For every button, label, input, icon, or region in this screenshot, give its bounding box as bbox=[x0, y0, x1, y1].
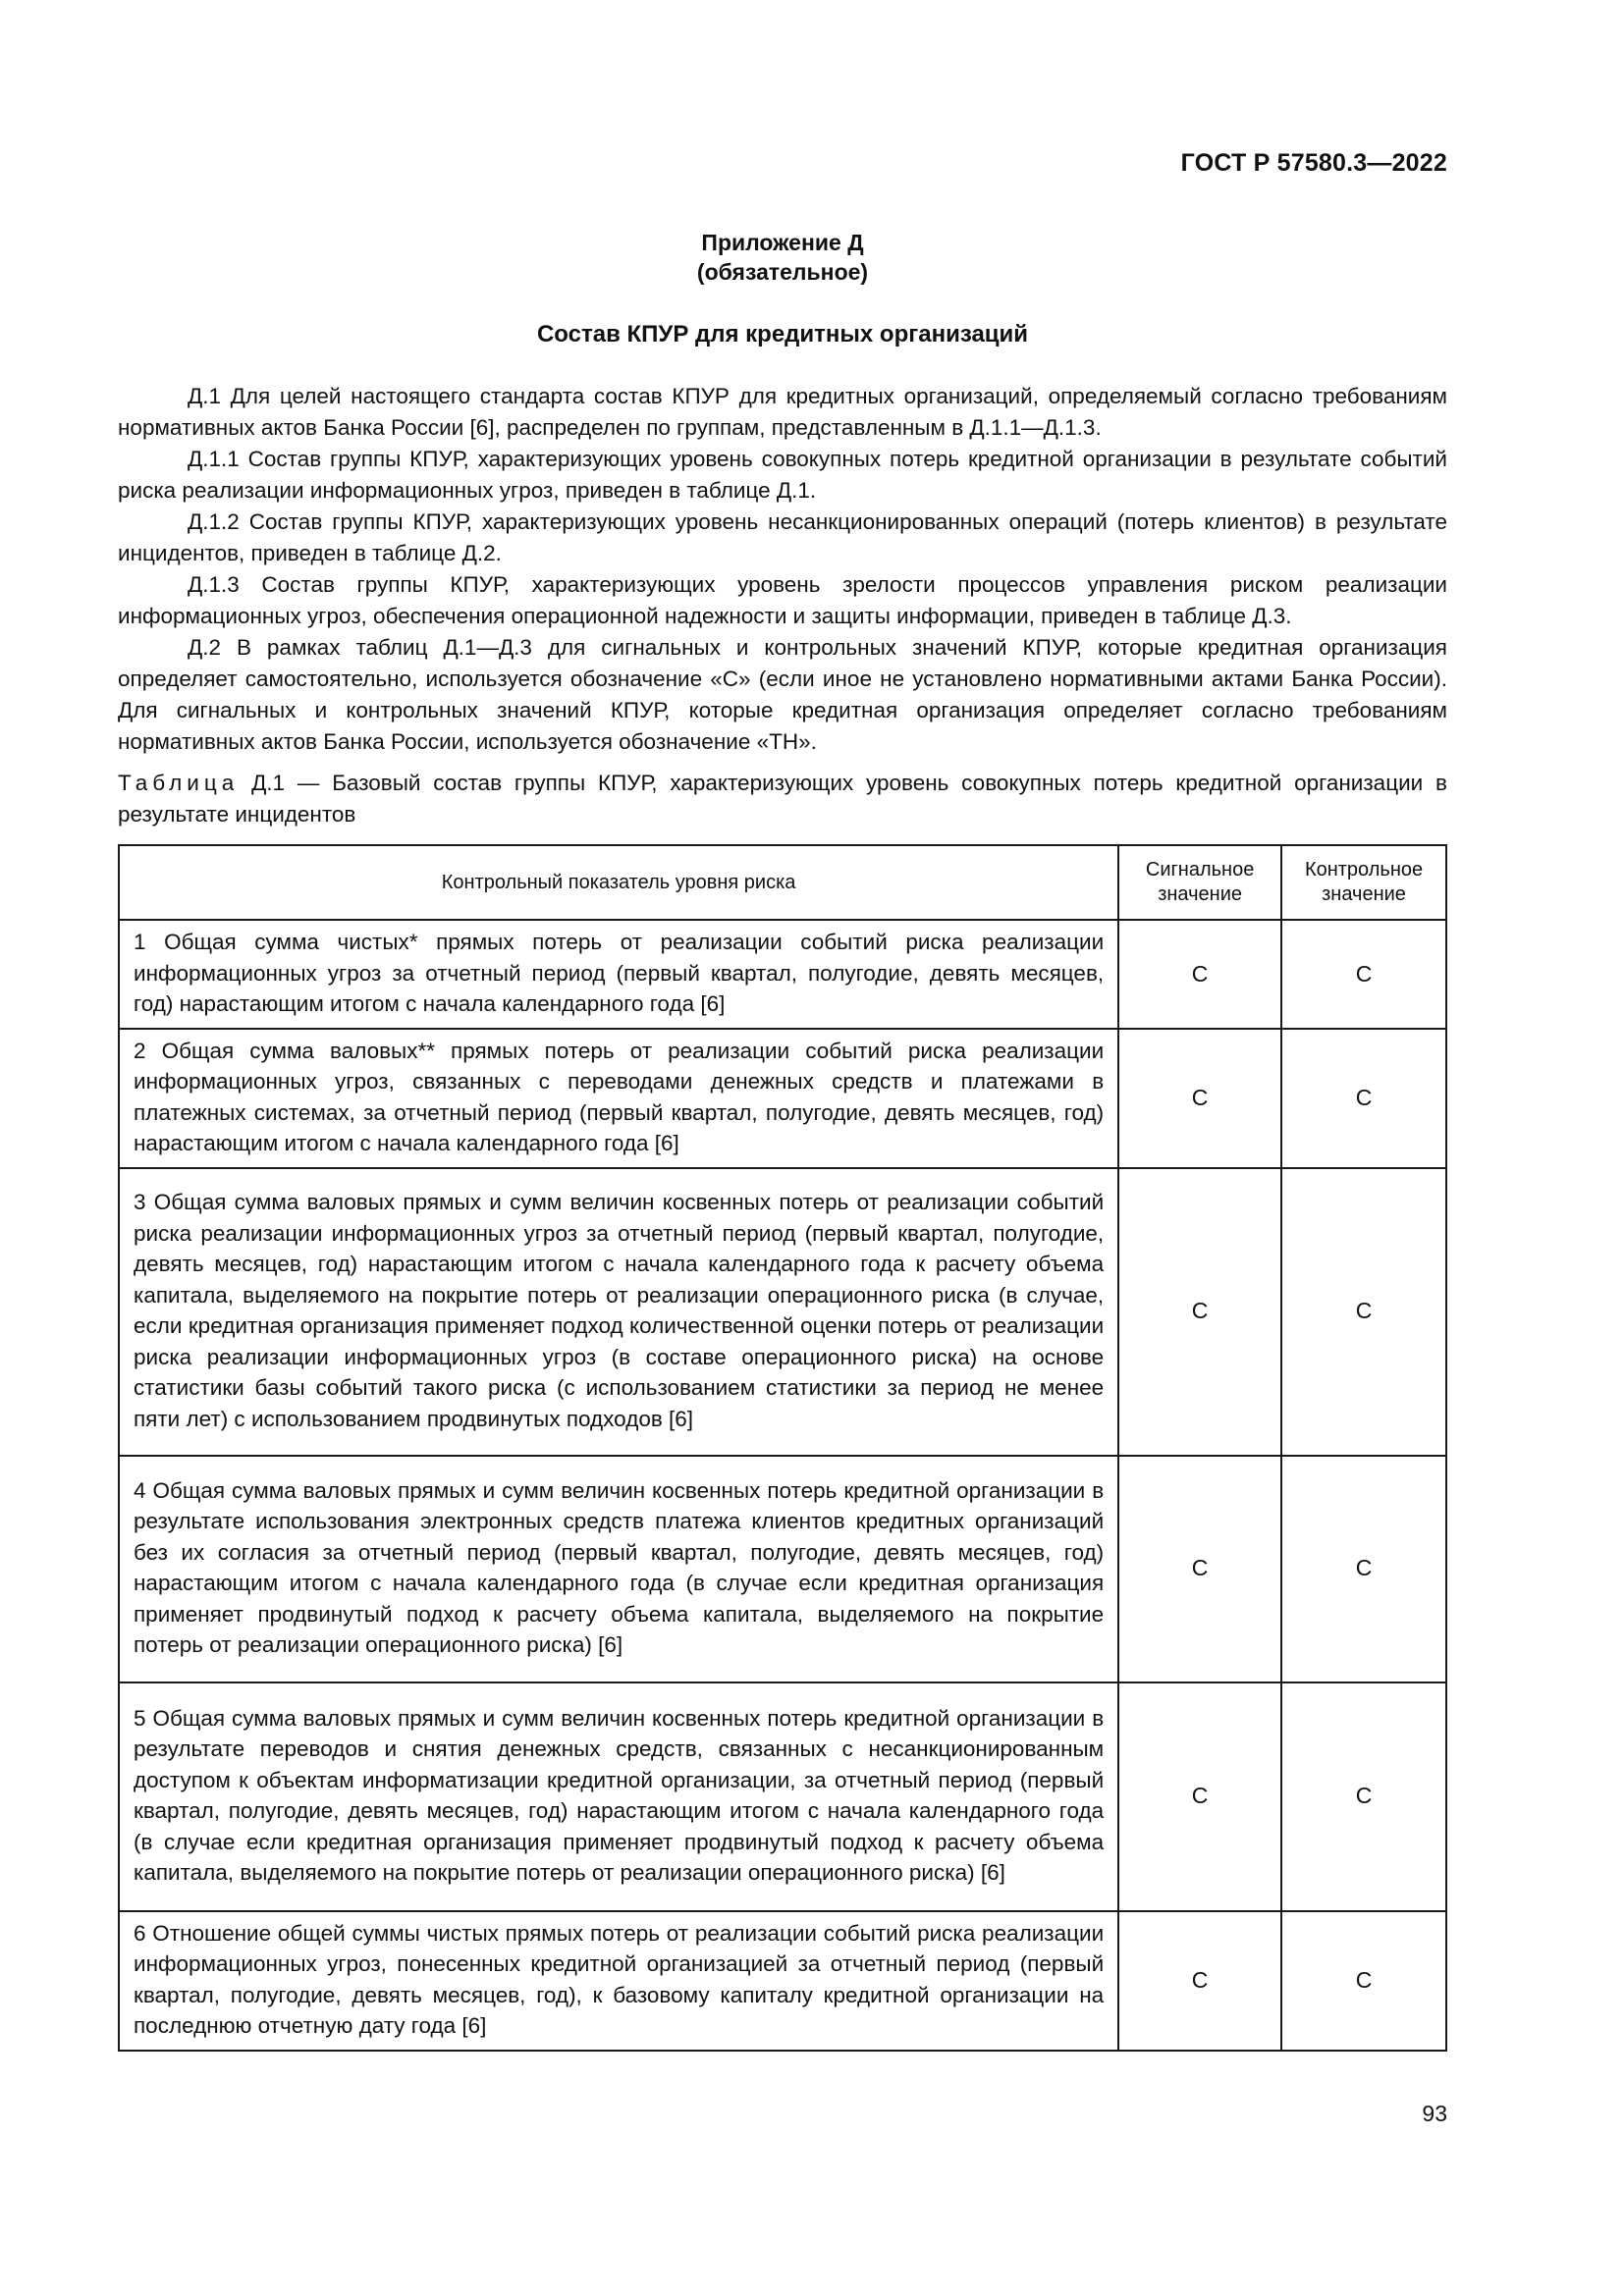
document-code: ГОСТ Р 57580.3—2022 bbox=[1180, 149, 1447, 177]
header-control-value: Контрольное значение bbox=[1281, 845, 1446, 920]
table-caption bbox=[118, 768, 1447, 830]
body-text bbox=[118, 381, 1447, 758]
control-value: С bbox=[1281, 1168, 1446, 1456]
indicator-text: 3 Общая сумма валовых прямых и сумм величин косвенных потерь от реализации событий риска реализации информационных угроз за отчетный период (первый квартал, полугодие, девять месяцев, год) нарастающим итогом с начала календарного года к расчету объема капитала, выделяемого на покрытие потерь от реализации операционного риска (в случае, если кредитная организация применяет подход количественной оценки потерь от реализации риска реализации информационных угроз (в составе операционного риска) на основе статистики базы событий такого риска (с использованием статистики за период не менее пяти лет) с использованием продвинутых подходов [6] bbox=[119, 1168, 1118, 1456]
table-caption-label: Таблица bbox=[118, 771, 240, 795]
control-value: С bbox=[1281, 1456, 1446, 1682]
table-header-row bbox=[119, 845, 1446, 920]
header-signal-value: Сигнальное значение bbox=[1118, 845, 1281, 920]
appendix-heading bbox=[0, 228, 1565, 287]
signal-value: С bbox=[1118, 1456, 1281, 1682]
signal-value: С bbox=[1118, 920, 1281, 1029]
indicator-text: 1 Общая сумма чистых* прямых потерь от реализации событий риска реализации информационных угроз за отчетный период (первый квартал, полугодие, девять месяцев, год) нарастающим итогом с начала календарного года [6] bbox=[119, 920, 1118, 1029]
table-row bbox=[119, 920, 1446, 1029]
table-row bbox=[119, 1168, 1446, 1456]
page-number: 93 bbox=[1422, 2101, 1447, 2126]
appendix-status: (обязательное) bbox=[696, 259, 869, 285]
table-row bbox=[119, 1029, 1446, 1168]
indicator-text: 6 Отношение общей суммы чистых прямых потерь от реализации событий риска реализации информационных угроз, понесенных кредитной организацией за отчетный период (первый квартал, полугодие, девять месяцев, год), к базовому капиталу кредитной организации на последнюю отчетную дату года [6] bbox=[119, 1911, 1118, 2051]
signal-value: С bbox=[1118, 1168, 1281, 1456]
paragraph-d1-3: Д.1.3 Состав группы КПУР, характеризующих уровень зрелости процессов управления риском реализации информационных угроз, обеспечения операционной надежности и защиты информации, приведен в таблице Д.3. bbox=[118, 572, 1447, 628]
kpur-table bbox=[118, 844, 1447, 2052]
section-title: Состав КПУР для кредитных организаций bbox=[536, 321, 1029, 347]
signal-value: С bbox=[1118, 1029, 1281, 1168]
indicator-text: 4 Общая сумма валовых прямых и сумм величин косвенных потерь кредитной организации в результате использования электронных средств платежа клиентов кредитных организаций без их согласия за отчетный период (первый квартал, полугодие, девять месяцев, год) нарастающим итогом с начала календарного года (в случае если кредитная организация применяет продвинутый подход к расчету объема капитала, выделяемого на покрытие потерь от реализации операционного риска) [6] bbox=[119, 1456, 1118, 1682]
header-indicator: Контрольный показатель уровня риска bbox=[119, 845, 1118, 920]
table-row bbox=[119, 1911, 1446, 2051]
appendix-title: Приложение Д bbox=[701, 230, 864, 255]
signal-value: С bbox=[1118, 1682, 1281, 1911]
control-value: С bbox=[1281, 920, 1446, 1029]
paragraph-d1: Д.1 Для целей настоящего стандарта состав КПУР для кредитных организаций, определяемый согласно требованиям нормативных актов Банка России [6], распределен по группам, представленным в Д.1.1—Д.1.3. bbox=[118, 384, 1447, 440]
indicator-text: 2 Общая сумма валовых** прямых потерь от реализации событий риска реализации информационных угроз, связанных с переводами денежных средств и платежами в платежных системах, за отчетный период (первый квартал, полугодие, девять месяцев, год) нарастающим итогом с начала календарного года [6] bbox=[119, 1029, 1118, 1168]
paragraph-d1-1: Д.1.1 Состав группы КПУР, характеризующих уровень совокупных потерь кредитной организации в результате событий риска реализации информационных угроз, приведен в таблице Д.1. bbox=[118, 447, 1447, 503]
control-value: С bbox=[1281, 1911, 1446, 2051]
table-caption-text: Д.1 — Базовый состав группы КПУР, характеризующих уровень совокупных потерь кредитной организации в результате инцидентов bbox=[118, 771, 1447, 827]
table-row bbox=[119, 1682, 1446, 1911]
control-value: С bbox=[1281, 1029, 1446, 1168]
control-value: С bbox=[1281, 1682, 1446, 1911]
table-row bbox=[119, 1456, 1446, 1682]
paragraph-d1-2: Д.1.2 Состав группы КПУР, характеризующих уровень несанкционированных операций (потерь клиентов) в результате инцидентов, приведен в таблице Д.2. bbox=[118, 509, 1447, 565]
paragraph-d2: Д.2 В рамках таблиц Д.1—Д.3 для сигнальных и контрольных значений КПУР, которые кредитная организация определяет самостоятельно, используется обозначение «С» (если иное не установлено нормативными актами Банка России). Для сигнальных и контрольных значений КПУР, которые кредитная организация определяет согласно требованиям нормативных актов Банка России, используется обозначение «ТН». bbox=[118, 635, 1447, 754]
indicator-text: 5 Общая сумма валовых прямых и сумм величин косвенных потерь кредитной организации в результате переводов и снятия денежных средств, связанных с несанкционированным доступом к объектам информатизации кредитной организации, за отчетный период (первый квартал, полугодие, девять месяцев, год) нарастающим итогом с начала календарного года (в случае если кредитная организация применяет продвинутый подход к расчету объема капитала, выделяемого на покрытие потерь от реализации операционного риска) [6] bbox=[119, 1682, 1118, 1911]
signal-value: С bbox=[1118, 1911, 1281, 2051]
